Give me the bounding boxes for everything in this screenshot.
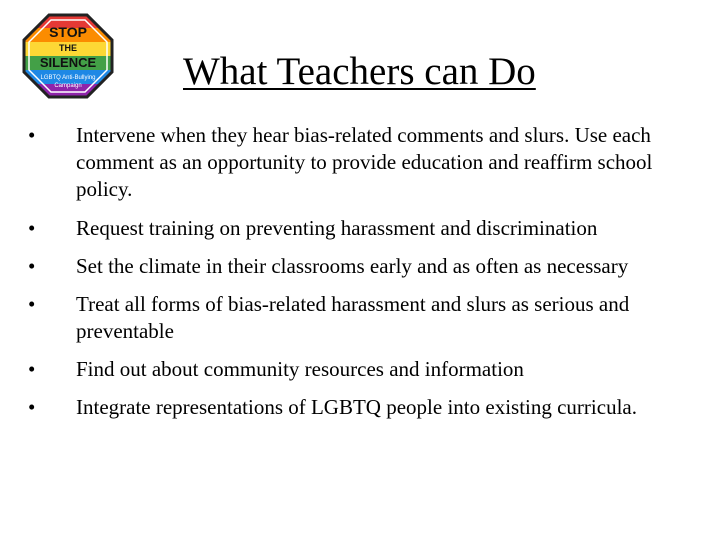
bullet-text: Intervene when they hear bias-related comments and slurs. Use each comment as an opportunity to provide education and reaffirm school policy.: [76, 123, 653, 201]
bullet-text: Treat all forms of bias-related harassment and slurs as serious and preventable: [76, 292, 630, 343]
bullet-item: [28, 394, 688, 421]
bullet-dot: •: [28, 123, 36, 147]
bullet-text: Integrate representations of LGBTQ people into existing curricula.: [76, 395, 637, 419]
slide-title: What Teachers can Do: [183, 50, 536, 93]
bullet-item: [28, 215, 688, 242]
logo-text-campaign-line1: LGBTQ Anti-Bullying: [40, 75, 96, 81]
bullet-dot: •: [28, 292, 36, 316]
bullet-item: [28, 253, 688, 280]
logo-text-the: THE: [59, 43, 77, 53]
logo-text-silence: SILENCE: [39, 55, 97, 70]
bullet-dot: •: [28, 357, 36, 381]
bullet-dot: •: [28, 216, 36, 240]
bullet-text: Find out about community resources and information: [76, 357, 524, 381]
logo-text-stop: STOP: [49, 24, 87, 40]
bullet-dot: •: [28, 254, 36, 278]
stop-sign-icon: [22, 13, 114, 99]
bullet-dot: •: [28, 395, 36, 419]
bullet-text: Request training on preventing harassment and discrimination: [76, 216, 598, 240]
bullet-item: [28, 291, 688, 345]
bullet-text: Set the climate in their classrooms early and as often as necessary: [76, 254, 629, 278]
logo-text-campaign-line2: Campaign: [54, 83, 82, 89]
stop-the-silence-logo: [22, 13, 114, 99]
bullet-item: [28, 356, 688, 383]
bullet-list: [28, 122, 688, 432]
bullet-item: [28, 122, 688, 203]
